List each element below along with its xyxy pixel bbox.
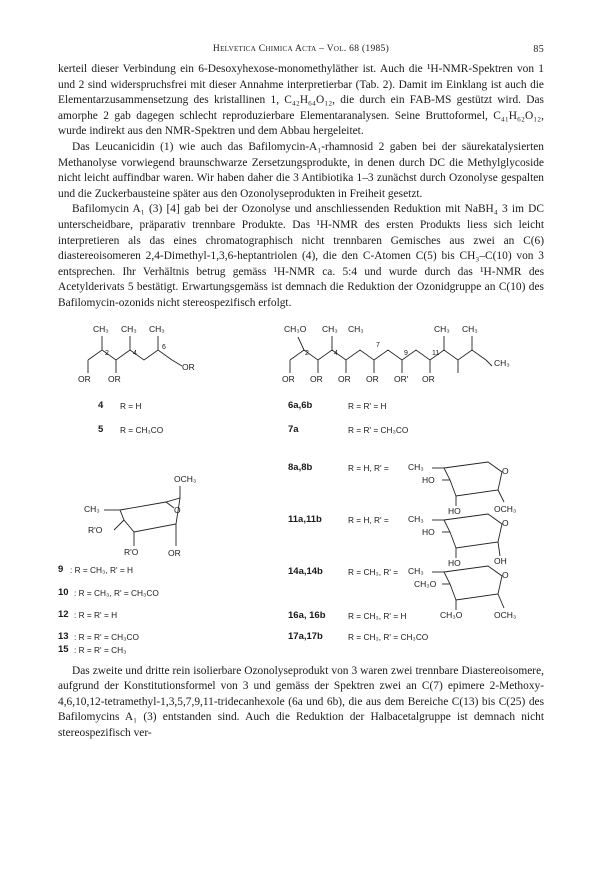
right-or-3: OR	[310, 373, 323, 384]
right-ch3-d: CH₃	[462, 323, 478, 334]
left-chain-bonds	[88, 350, 172, 360]
running-header	[58, 44, 544, 62]
left-or-6: OR	[182, 361, 195, 372]
left-sugar-r-prime-o: R'O	[124, 546, 139, 557]
paragraph-1: kerteil dieser Verbindung ein 6-Desoxyhexose-monomethyläther ist. Auch die ¹H-NMR-Spektren von 1 und 2 sind widerspruchsfrei mit dieser Annahme interpretierbar (Tab. 2). Damit im Einklang ist auch die Elementarzusammensetzung des kristallinen 1, C₄₂H₆₄O₁₂, die durch ein FAB-MS gestützt wird. Das amorphe 2 gab dagegen schlecht reproduzierbare Elementaranalysen. Seine Bruttoformel, C₄₁H₆₂O₁₂, wurde indirekt aus den NMR-Spektren und dem Abbau hergeleitet.	[58, 63, 544, 138]
compound-4-num: 4	[98, 399, 104, 411]
right-locant-2: 2	[305, 349, 309, 357]
compound-8-def: R = H, R' =	[348, 462, 389, 473]
compound-11-def: R = H, R' =	[348, 514, 389, 525]
paragraph-2: Das Leucanicidin (1) wie auch das Bafilomycin-A₁-rhamnosid 2 gaben bei der säurekatalysierten Methanolyse vorwiegend braunschwarze Zersetzungsprodukte, in denen durch DC die Methylglycoside nicht leicht auffindbar waren. Wir haben daher die 3 Antibiotika 1–3 zunächst durch Ozonolyse gespalten und die Zuckerbausteine später aus den Ozonolyseprodukten in Freiheit gesetzt.	[58, 140, 544, 200]
right-or-prime: OR'	[394, 373, 409, 384]
compound-7-num: 7a	[288, 423, 299, 435]
sugar-a-ch3: CH₃	[408, 461, 424, 472]
compound-5-def: R = CH₃CO	[120, 424, 164, 435]
right-ch3-c: CH₃	[434, 323, 450, 334]
compound-13-num: 13	[58, 630, 69, 642]
compound-15-num: 15	[58, 643, 69, 655]
compound-14-num: 14a,14b	[288, 565, 323, 577]
chemical-scheme	[58, 320, 544, 646]
sugar-a-ho2: HO	[448, 505, 461, 516]
left-sugar-och3: OCH₃	[174, 473, 197, 484]
sugar-c-och3: OCH₃	[494, 609, 517, 620]
sugar-c-ch3: CH₃	[408, 565, 424, 576]
compound-6-def: R = R' = H	[348, 400, 387, 411]
sugar-a-o: O	[502, 465, 509, 476]
right-ch3-b: CH₃	[348, 323, 364, 334]
paragraph-3: Bafilomycin A₁ (3) [4] gab bei der Ozonolyse und anschliessenden Reduktion mit NaBH₄ 3 im DC unterscheidbare, präparativ trennbare Produkte. Das ¹H-NMR des ersten Produkts liess sich leicht interpretieren als das eines chromatographisch nicht trennbaren Gemisches aus zwei an C(6) diastereoisomeren 2,4-Dimethyl-1,3,6-heptantriolen (4), die den C-Atomen C(5) bis CH₃–C(10) von 3 entsprechen. Ihr Verhältnis betrug gemäss ¹H-NMR ca. 5:4 und wurde durch das ¹H-NMR des Acetylderivats 5 bestätigt. Erwartungsgemäss ist demnach die Reduktion der Ozonidgruppe an C(10) des Bafilomycin-ozonids nicht stereospezifisch erfolgt.	[58, 203, 544, 309]
sugar-a-och3: OCH₃	[494, 503, 517, 514]
right-or-5: OR	[338, 373, 351, 384]
sugar-b-ch3: CH₃	[408, 513, 424, 524]
sugar-b-oh: OH	[494, 555, 507, 566]
left-sugar-ring-o: O	[174, 504, 181, 515]
left-or-1: OR	[78, 373, 91, 384]
compound-10-num: 10	[58, 586, 69, 598]
right-locant-11: 11	[432, 349, 440, 357]
sugar-a-ring	[444, 462, 502, 496]
compound-12-num: 12	[58, 608, 69, 620]
sugar-b-ho: HO	[422, 526, 435, 537]
left-locant-2: 2	[105, 349, 109, 357]
compound-16-def: R = CH₃, R' = H	[348, 610, 407, 621]
sugar-b-ho2: HO	[448, 557, 461, 568]
compound-5-num: 5	[98, 423, 104, 435]
right-or-7: OR	[366, 373, 379, 384]
sugar-c-ring	[444, 566, 502, 600]
sugar-a-ho: HO	[422, 474, 435, 485]
compound-15-def: : R = R' = CH₃	[74, 644, 127, 655]
left-sugar-or: OR	[168, 547, 181, 558]
left-locant-4: 4	[133, 349, 137, 357]
compound-14-def: R = CH₃, R' =	[348, 566, 399, 577]
compound-17-def: R = CH₃, R' = CH₃CO	[348, 631, 429, 642]
page	[58, 44, 544, 741]
left-ch3-6: CH₃	[149, 323, 165, 334]
sugar-b-ring	[444, 514, 502, 548]
compound-4-def: R = H	[120, 400, 142, 411]
compound-17-num: 17a,17b	[288, 630, 323, 642]
right-locant-7: 7	[376, 341, 380, 349]
compound-16-num: 16a, 16b	[288, 609, 326, 621]
compound-12-def: : R = R' = H	[74, 609, 118, 620]
sugar-c-o: O	[502, 569, 509, 580]
compound-13-def: : R = R' = CH₃CO	[74, 631, 139, 642]
right-locant-9: 9	[404, 349, 408, 357]
sugar-c-ch3o: CH₃O	[414, 578, 437, 589]
compound-11-num: 11a,11b	[288, 513, 322, 525]
compound-10-def: : R = CH₃, R' = CH₃CO	[74, 587, 159, 598]
right-or-1: OR	[282, 373, 295, 384]
left-sugar-ch3: CH₃	[84, 503, 100, 514]
sugar-c-ch3o2: CH₃O	[440, 609, 463, 620]
left-sugar-ring	[120, 498, 180, 532]
sugar-b-o: O	[502, 517, 509, 528]
right-ch3-a: CH₃	[322, 323, 338, 334]
right-ch3o: CH₃O	[284, 323, 307, 334]
journal-title: Helvetica Chimica Acta – Vol. 68 (1985)	[212, 44, 390, 54]
compound-9-def: : R = CH₃, R' = H	[70, 564, 134, 575]
right-ch3-end: CH₃	[494, 357, 510, 368]
right-locant-4: 4	[334, 349, 338, 357]
left-or-3: OR	[108, 373, 121, 384]
right-chain-bonds	[290, 350, 486, 360]
page-number: 85	[533, 44, 544, 55]
left-locant-6: 6	[162, 343, 166, 351]
left-ch3-4: CH₃	[121, 323, 137, 334]
right-or-11: OR	[422, 373, 435, 384]
compound-8-num: 8a,8b	[288, 461, 313, 473]
compound-15-row	[58, 643, 544, 660]
left-ch3-2: CH₃	[93, 323, 109, 334]
compound-7-def: R = R' = CH₃CO	[348, 424, 409, 435]
compound-6-num: 6a,6b	[288, 399, 313, 411]
paragraph-4: Das zweite und dritte rein isolierbare Ozonolyseprodukt von 3 waren zwei trennbare Diastereoisomere, aufgrund der Konstitutionsformel von 3 und gemäss der Spektren zwei an C(7) epimere 2-Methoxy-4,6,10,12-tetramethyl-1,3,5,7,9,11-tridecanhexole (6a und 6b), die aus dem Bereiche C(13) bis C(25) des Bafilomycins A₁ (3) entstanden sind. Auch die Reduktion der Halbacetalgruppe ist demnach nicht stereospezifisch ver-	[58, 664, 544, 739]
compound-9-num: 9	[58, 563, 64, 575]
left-sugar-ro-prime: R'O	[88, 524, 103, 535]
